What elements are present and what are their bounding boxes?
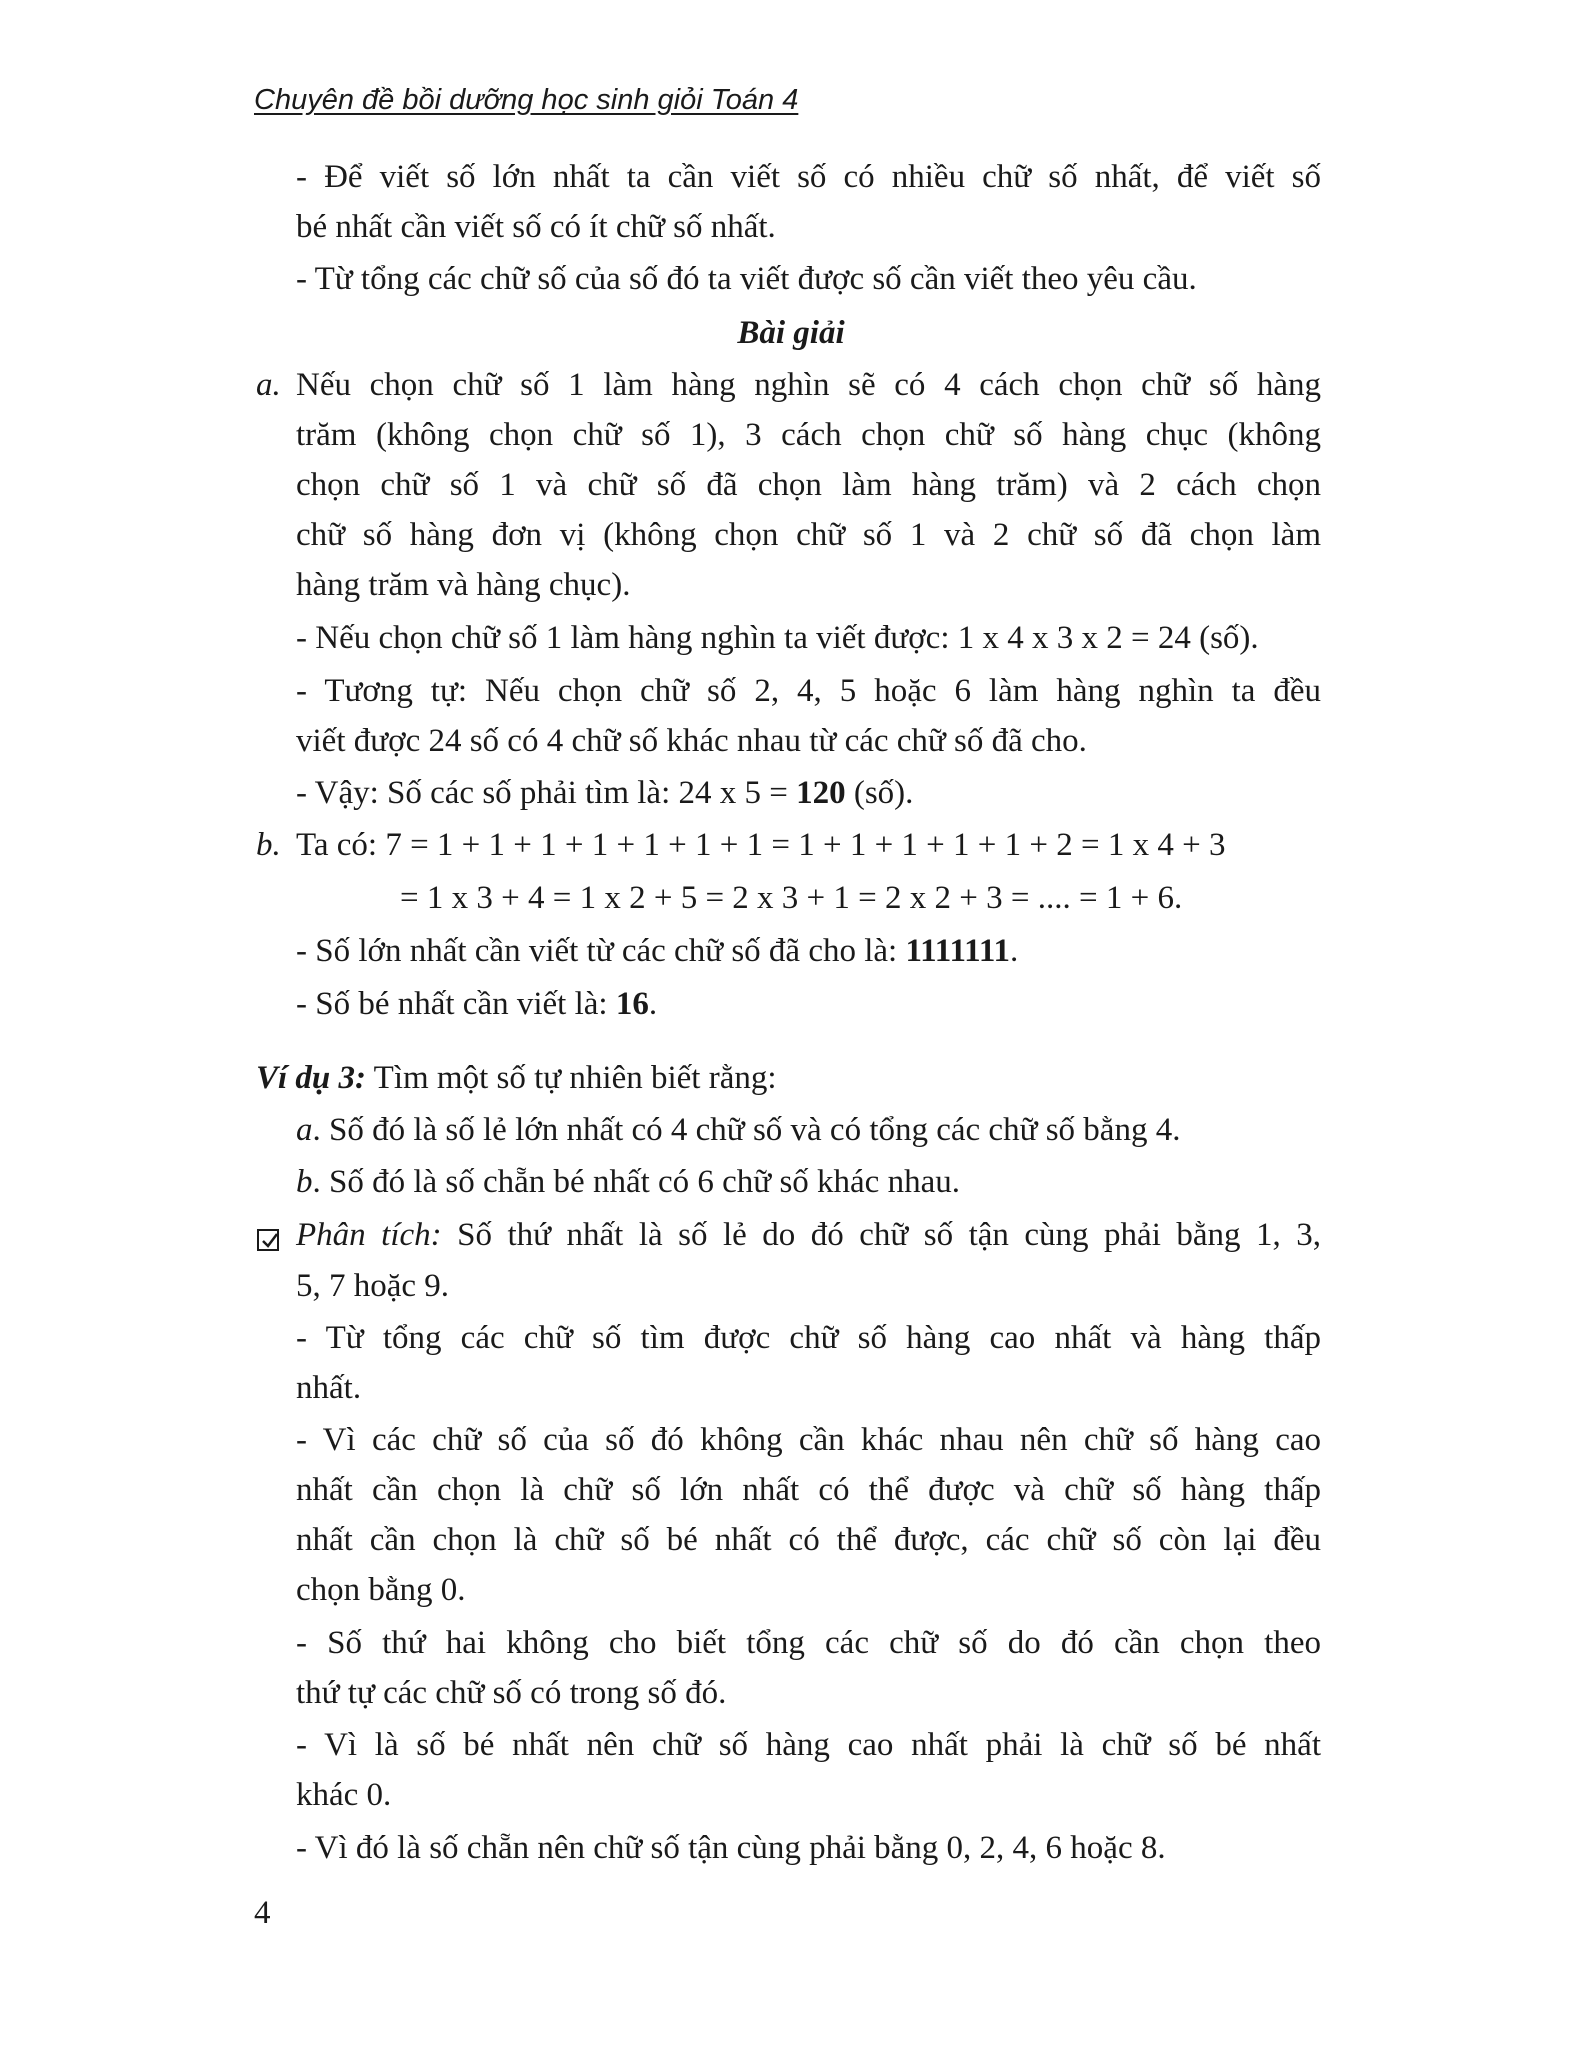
part-b-line-2: = 1 x 3 + 4 = 1 x 2 + 5 = 2 x 3 + 1 = 2 x 2 + 3 = .... = 1 + 6. bbox=[400, 880, 1183, 916]
part-b-line-4 bbox=[296, 984, 657, 1024]
answer-120: 120 bbox=[796, 775, 846, 811]
period: . bbox=[648, 986, 658, 1022]
example-3-text: Tìm một số tự nhiên biết rằng: bbox=[366, 1060, 777, 1096]
part-a-marker: a. bbox=[256, 367, 281, 403]
period: . bbox=[1010, 933, 1019, 969]
answer-16: 16 bbox=[615, 986, 649, 1022]
analysis-line-1 bbox=[296, 1215, 1321, 1255]
answer-1111111: 1111111 bbox=[905, 933, 1011, 969]
part-b-marker: b. bbox=[256, 827, 281, 863]
example-3a-marker: a bbox=[296, 1112, 313, 1148]
analysis-line-8: chọn bằng 0. bbox=[296, 1572, 466, 1608]
example-3b bbox=[296, 1162, 960, 1202]
part-b-line-1: Ta có: 7 = 1 + 1 + 1 + 1 + 1 + 1 + 1 = 1 + 1 + 1 + 1 + 1 + 2 = 1 x 4 + 3 bbox=[296, 827, 1226, 863]
page-number: 4 bbox=[254, 1895, 271, 1931]
intro-line-2: bé nhất cần viết số có ít chữ số nhất. bbox=[296, 209, 776, 245]
example-3a bbox=[296, 1110, 1180, 1150]
example-3-label: Ví dụ 3: bbox=[256, 1060, 367, 1096]
example-3b-text: . Số đó là số chẵn bé nhất có 6 chữ số khác nhau. bbox=[312, 1164, 960, 1200]
largest-text: - Số lớn nhất cần viết từ các chữ số đã cho là: bbox=[296, 933, 906, 969]
solution-title: Bài giải bbox=[737, 315, 845, 351]
part-a-line-6: - Nếu chọn chữ số 1 làm hàng nghìn ta viết được: 1 x 4 x 3 x 2 = 24 (số). bbox=[296, 620, 1259, 656]
smallest-text: - Số bé nhất cần viết là: bbox=[296, 986, 616, 1022]
analysis-line-7: nhất cần chọn là chữ số bé nhất có thể được, các chữ số còn lại đều bbox=[296, 1522, 1321, 1558]
part-a-line-1: Nếu chọn chữ số 1 làm hàng nghìn sẽ có 4 cách chọn chữ số hàng bbox=[296, 367, 1321, 403]
example-3a-text: . Số đó là số lẻ lớn nhất có 4 chữ số và có tổng các chữ số bằng 4. bbox=[312, 1112, 1181, 1148]
analysis-line-5: - Vì các chữ số của số đó không cần khác nhau nên chữ số hàng cao bbox=[296, 1422, 1321, 1458]
intro-line-3: - Từ tổng các chữ số của số đó ta viết được số cần viết theo yêu cầu. bbox=[296, 261, 1197, 297]
analysis-line-4: nhất. bbox=[296, 1370, 362, 1406]
analysis-line-12: khác 0. bbox=[296, 1777, 392, 1813]
example-3b-marker: b bbox=[296, 1164, 313, 1200]
analysis-line-6: nhất cần chọn là chữ số lớn nhất có thể được và chữ số hàng thấp bbox=[296, 1472, 1321, 1508]
conclusion-text: - Vậy: Số các số phải tìm là: 24 x 5 = bbox=[296, 775, 797, 811]
analysis-text: Số thứ nhất là số lẻ do đó chữ số tận cùng phải bằng 1, 3, bbox=[441, 1217, 1321, 1253]
part-a-line-5: hàng trăm và hàng chục). bbox=[296, 567, 631, 603]
analysis-label: Phân tích: bbox=[296, 1217, 442, 1253]
analysis-line-2: 5, 7 hoặc 9. bbox=[296, 1268, 450, 1304]
checked-box-icon bbox=[257, 1229, 279, 1251]
example-3-heading bbox=[256, 1058, 777, 1098]
part-a-line-4: chữ số hàng đơn vị (không chọn chữ số 1 và 2 chữ số đã chọn làm bbox=[296, 517, 1321, 553]
analysis-line-9: - Số thứ hai không cho biết tổng các chữ số do đó cần chọn theo bbox=[296, 1625, 1321, 1661]
running-header: Chuyên đề bồi dưỡng học sinh giỏi Toán 4 bbox=[254, 84, 799, 116]
checkmark-icon bbox=[260, 1231, 282, 1251]
analysis-line-10: thứ tự các chữ số có trong số đó. bbox=[296, 1675, 727, 1711]
conclusion-unit: (số). bbox=[845, 775, 914, 811]
analysis-line-11: - Vì là số bé nhất nên chữ số hàng cao nhất phải là chữ số bé nhất bbox=[296, 1727, 1321, 1763]
intro-line-1: - Để viết số lớn nhất ta cần viết số có nhiều chữ số nhất, để viết số bbox=[296, 159, 1321, 195]
part-a-conclusion bbox=[296, 773, 913, 813]
part-a-line-3: chọn chữ số 1 và chữ số đã chọn làm hàng trăm) và 2 cách chọn bbox=[296, 467, 1321, 503]
analysis-line-13: - Vì đó là số chẵn nên chữ số tận cùng phải bằng 0, 2, 4, 6 hoặc 8. bbox=[296, 1830, 1166, 1866]
part-a-line-2: trăm (không chọn chữ số 1), 3 cách chọn chữ số hàng chục (không bbox=[296, 417, 1321, 453]
part-a-line-8: viết được 24 số có 4 chữ số khác nhau từ các chữ số đã cho. bbox=[296, 723, 1087, 759]
analysis-line-3: - Từ tổng các chữ số tìm được chữ số hàng cao nhất và hàng thấp bbox=[296, 1320, 1321, 1356]
part-a-line-7: - Tương tự: Nếu chọn chữ số 2, 4, 5 hoặc 6 làm hàng nghìn ta đều bbox=[296, 673, 1321, 709]
part-b-line-3 bbox=[296, 931, 1018, 971]
